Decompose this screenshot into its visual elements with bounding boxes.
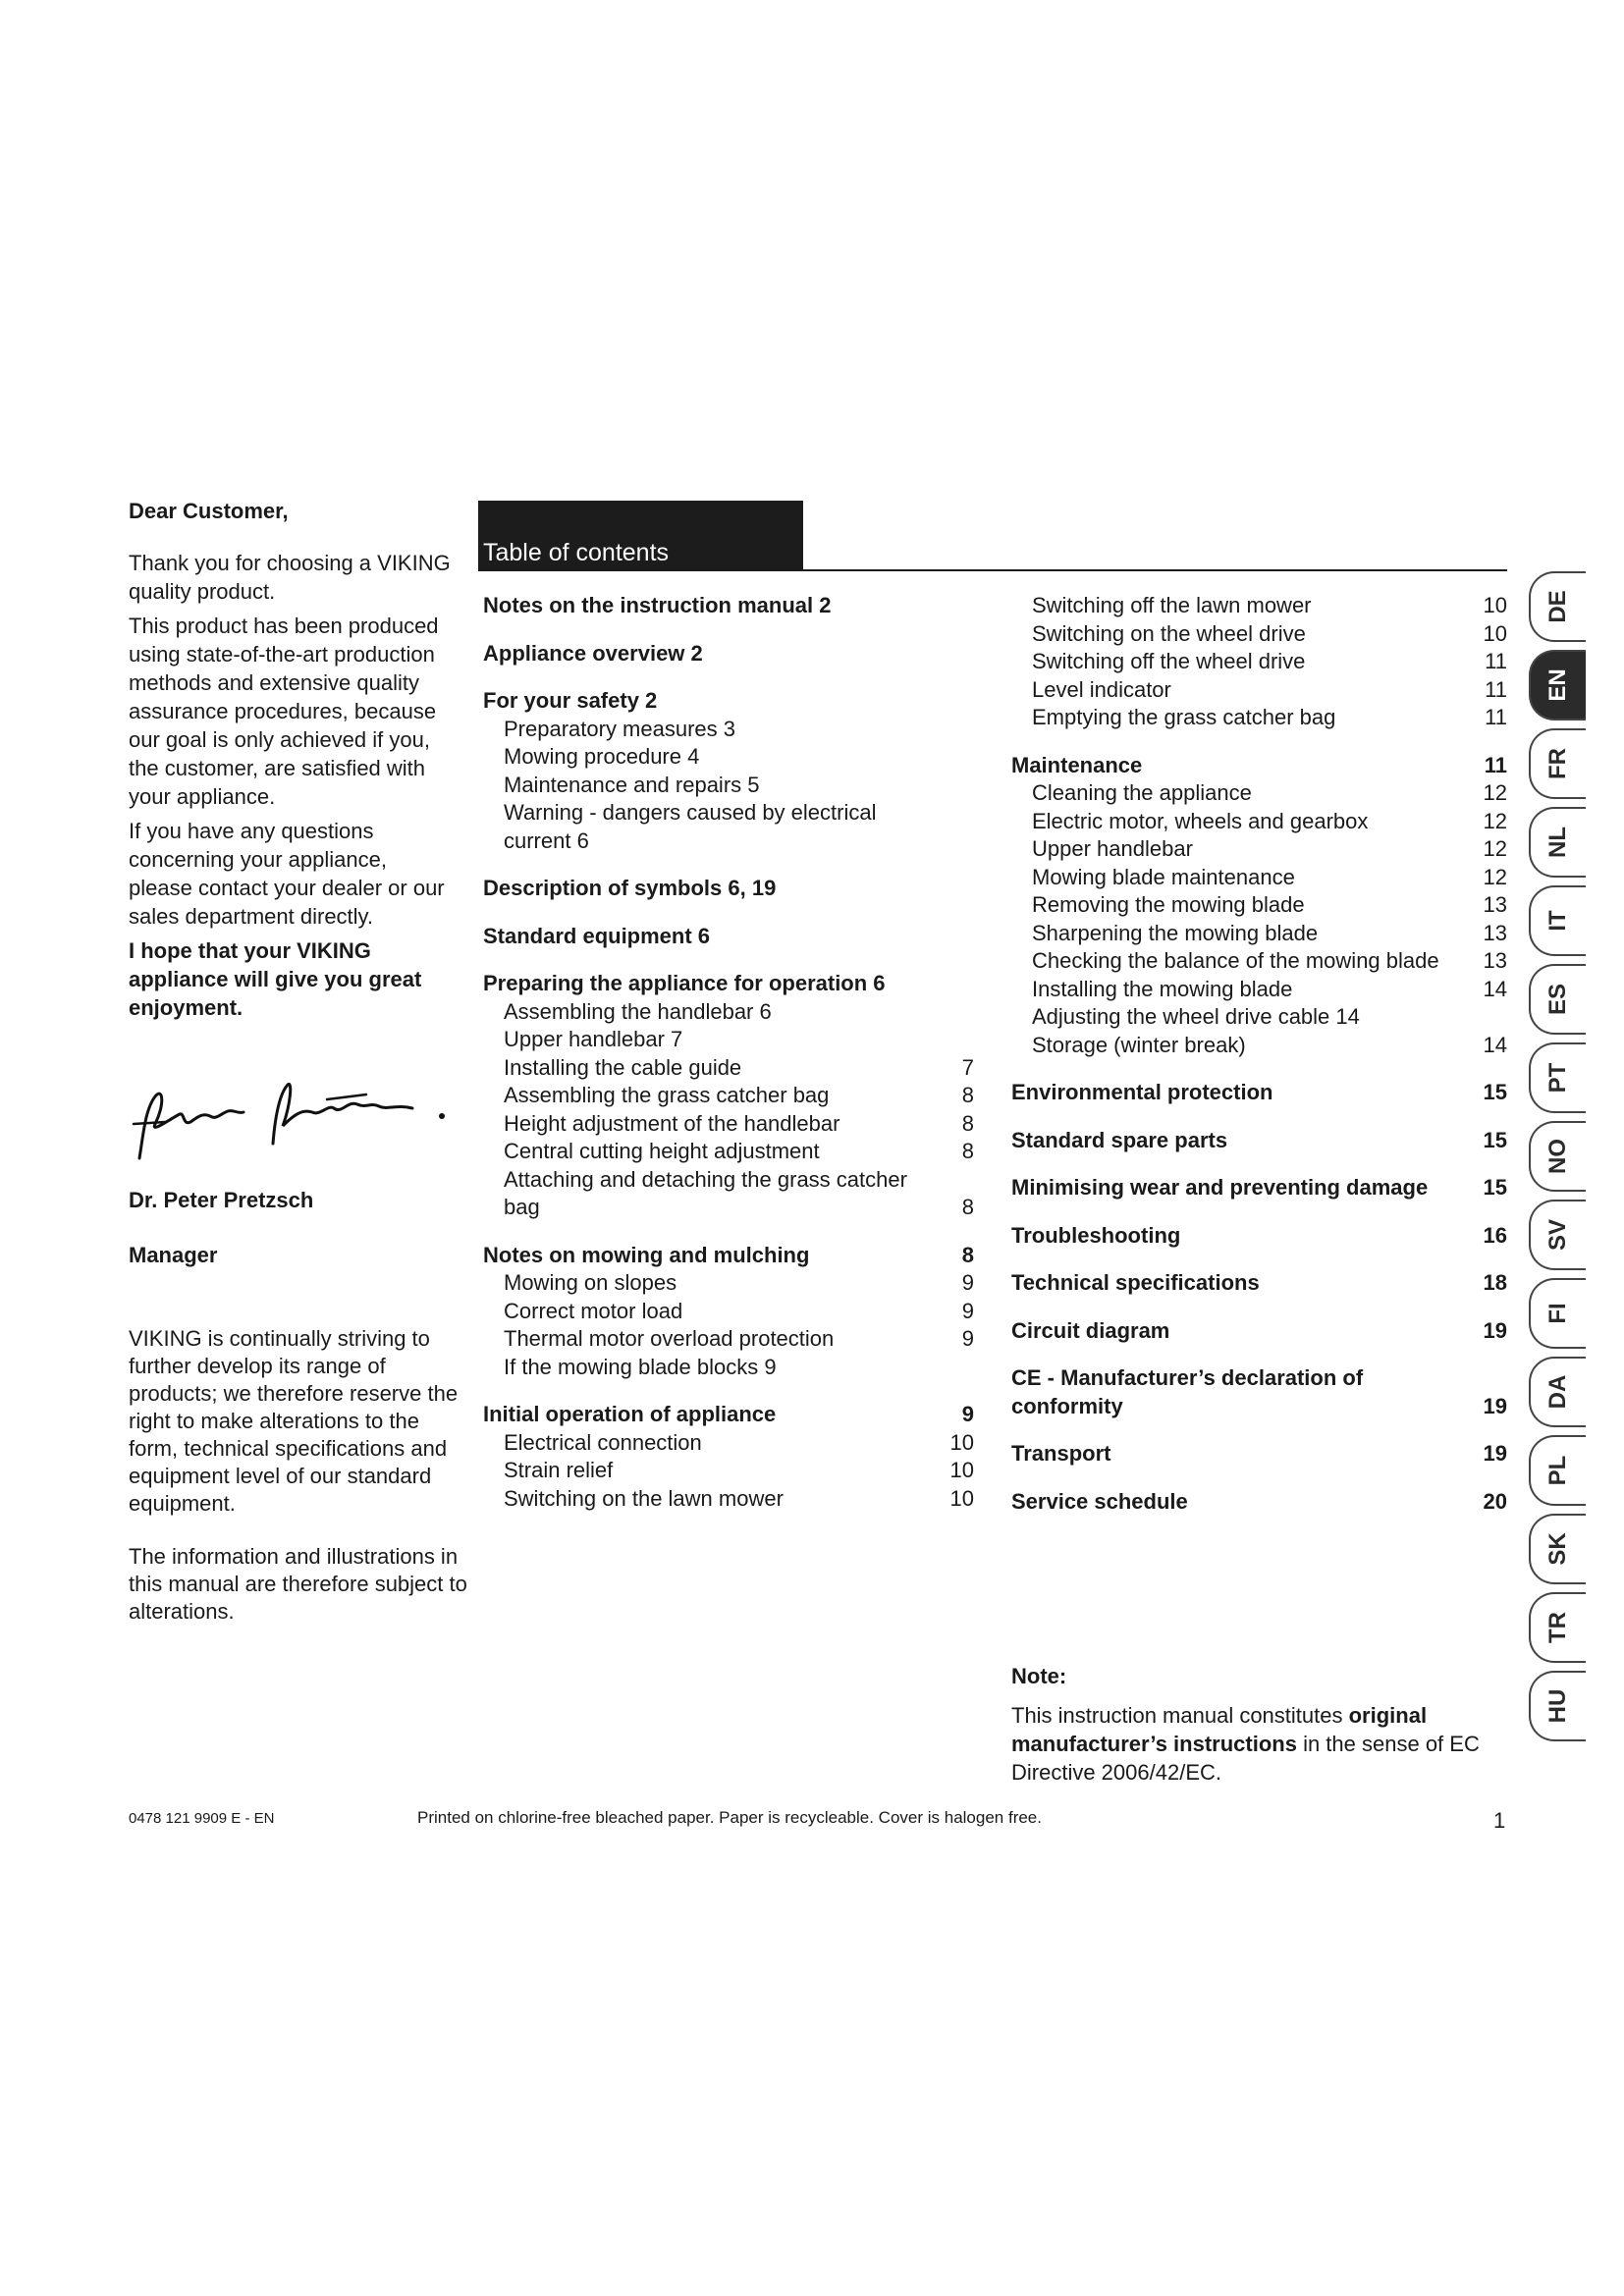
toc-section-entry [483,1401,974,1429]
toc-subentry [483,1485,974,1514]
toc-entry-page: 7 [961,1054,974,1080]
toc-entry-page: 11 [1485,705,1507,729]
toc-section-entry [1011,1317,1507,1346]
signer-name: Dr. Peter Pretzsch [129,1188,314,1212]
toc-entry-title: Electrical connection [504,1429,702,1455]
toc-subentry [483,743,974,772]
toc-entry-title: Appliance overview 2 [483,640,703,666]
language-tab-no[interactable] [1529,1121,1586,1192]
toc-section-entry [1011,1440,1507,1468]
toc-subentry [1011,891,1507,920]
toc-entry-page: 14 [1483,1032,1507,1057]
toc-entry-title: Initial operation of appliance [483,1402,777,1426]
toc-entry-title: Attaching and detaching the grass catcher bag [504,1166,907,1219]
toc-entry-title: Upper handlebar 7 [504,1027,683,1051]
print-notice: Printed on chlorine-free bleached paper. Paper is recycleable. Cover is halogen free. [417,1808,1042,1827]
toc-entry-page: 8 [961,1195,974,1219]
language-tab-label: DE [1544,590,1571,623]
toc-subentry [483,772,974,800]
language-tab-fr[interactable] [1529,728,1586,799]
toc-entry-title: Transport [1011,1441,1111,1466]
language-tab-label: EN [1544,668,1571,702]
toc-entry-page: 9 [961,1270,974,1295]
toc-entry-title: CE - Manufacturer’s declaration of conformity [1011,1365,1364,1418]
toc-entry-page: 19 [1483,1441,1507,1466]
language-tab-label: NL [1544,827,1571,858]
toc-section-entry [483,592,974,620]
disclaimer-paragraph: VIKING is continually striving to further develop its range of products; we therefore reserve the right to make alterations to the form, technical specifications and equipment level of our standard equipment. [129,1326,459,1516]
toc-subentry [1011,808,1507,836]
toc-entry-title: Assembling the grass catcher bag [504,1083,830,1107]
signer-title: Manager [129,1243,218,1267]
toc-subentry [1011,620,1507,649]
toc-entry-page: 9 [961,1298,974,1323]
toc-section-entry [1011,1269,1507,1298]
language-tab-label: SV [1544,1218,1571,1252]
toc-column-left [483,592,974,1513]
language-tab-pt[interactable] [1529,1042,1586,1113]
language-tab-sk[interactable] [1529,1514,1586,1584]
language-tab-label: TR [1544,1612,1571,1643]
toc-subentry [483,1457,974,1485]
toc-entry-page: 11 [1485,649,1507,673]
toc-entry-title: Standard equipment 6 [483,923,711,948]
toc-entry-title: If the mowing blade blocks 9 [504,1354,777,1379]
toc-entry-page: 19 [1483,1393,1507,1418]
toc-entry-page: 12 [1483,780,1507,805]
language-tab-de[interactable] [1529,571,1586,642]
toc-entry-title: Switching off the lawn mower [1032,593,1312,617]
language-tab-pl[interactable] [1529,1435,1586,1506]
toc-subentry [483,1298,974,1326]
toc-subentry [483,1138,974,1166]
language-tab-sv[interactable] [1529,1200,1586,1270]
toc-entry-title: Preparatory measures 3 [504,716,735,741]
toc-subentry [483,1082,974,1110]
toc-entry-title: Height adjustment of the handlebar [504,1110,840,1136]
toc-entry-page: 16 [1483,1222,1507,1248]
toc-entry-title: Switching on the wheel drive [1032,620,1306,646]
toc-entry-page: 12 [1483,864,1507,889]
language-tab-label: IT [1544,910,1571,932]
language-tab-tr[interactable] [1529,1592,1586,1663]
language-tab-label: SK [1544,1532,1571,1566]
toc-entry-page: 8 [961,1139,974,1163]
toc-entry-title: Strain relief [504,1458,614,1482]
toc-subentry [483,716,974,744]
toc-entry-title: Cleaning the appliance [1032,780,1252,805]
toc-entry-title: Service schedule [1011,1488,1188,1514]
toc-subentry [1011,920,1507,948]
toc-subentry [483,1054,974,1083]
toc-subentry [1011,676,1507,705]
toc-subentry [483,998,974,1027]
toc-subentry [1011,592,1507,620]
toc-section-entry [1011,1488,1507,1517]
toc-entry-page: 19 [1483,1317,1507,1343]
toc-entry-page: 20 [1483,1488,1507,1514]
letter-paragraph: If you have any questions concerning your appliance, please contact your dealer or our sales department directly. [129,819,445,929]
language-tab-nl[interactable] [1529,807,1586,878]
toc-entry-page: 8 [961,1083,974,1107]
toc-entry-page: 11 [1485,676,1507,702]
toc-subentry [1011,947,1507,976]
note-text: This instruction manual constitutes [1011,1703,1349,1728]
signature-image [126,1065,460,1173]
note-body [1011,1701,1502,1787]
toc-section-entry [483,875,974,903]
toc-subentry [1011,1003,1507,1032]
toc-subentry [1011,835,1507,864]
language-tab-da[interactable] [1529,1357,1586,1427]
toc-section-entry [483,970,974,998]
toc-entry-page: 10 [1483,620,1507,646]
language-tab-label: NO [1544,1139,1571,1174]
toc-entry-title: Installing the cable guide [504,1054,742,1080]
language-tab-es[interactable] [1529,964,1586,1035]
toc-section-entry [483,923,974,951]
toc-subentry [483,1354,974,1382]
toc-section-entry [1011,1079,1507,1107]
toc-entry-title: Level indicator [1032,676,1171,702]
toc-entry-page: 15 [1483,1175,1507,1200]
toc-entry-title: Warning - dangers caused by electrical current 6 [504,800,877,853]
toc-entry-page: 15 [1483,1080,1507,1104]
toc-divider [478,569,1507,571]
toc-entry-title: Description of symbols 6, 19 [483,876,777,900]
toc-entry-title: Correct motor load [504,1298,683,1323]
letter-paragraph: This product has been produced using state-of-the-art production methods and extensive quality assurance procedures, because our goal is only achieved if you, the customer, are satisfied with your appliance. [129,614,439,809]
disclaimer-paragraph: The information and illustrations in this manual are therefore subject to alterations. [129,1544,467,1624]
toc-entry-page: 8 [961,1242,974,1267]
toc-entry-page: 10 [949,1429,974,1455]
toc-subentry [1011,1032,1507,1060]
toc-section-entry [1011,752,1507,780]
language-tab-label: ES [1544,983,1571,1016]
toc-entry-title: Preparing the appliance for operation 6 [483,971,886,995]
toc-section-entry [1011,1222,1507,1251]
page-number: 1 [1493,1808,1506,1833]
toc-entry-page: 14 [1483,976,1507,1001]
language-tab-label: PT [1544,1062,1571,1094]
toc-entry-title: Technical specifications [1011,1270,1260,1295]
toc-section-entry [483,687,974,716]
toc-entry-title: Notes on mowing and mulching [483,1242,810,1267]
toc-title: Table of contents [483,539,670,566]
toc-entry-title: Troubleshooting [1011,1222,1181,1248]
language-tabs [1529,571,1590,1749]
toc-entry-page: 15 [1483,1127,1507,1152]
toc-subentry [1011,779,1507,808]
note-text: in the sense of EC Directive 2006/42/EC. [1011,1732,1480,1785]
toc-entry-page: 11 [1484,752,1507,777]
toc-entry-title: Switching on the lawn mower [504,1485,784,1511]
toc-entry-title: Adjusting the wheel drive cable 14 [1032,1004,1360,1029]
toc-subentry [483,1110,974,1139]
toc-entry-title: Installing the mowing blade [1032,976,1293,1001]
toc-entry-page: 18 [1483,1270,1507,1295]
toc-subentry [1011,976,1507,1004]
language-tab-it[interactable] [1529,885,1586,956]
toc-subentry [483,1166,974,1222]
toc-entry-title: Assembling the handlebar 6 [504,998,772,1024]
toc-entry-page: 9 [961,1326,974,1351]
toc-subentry [1011,704,1507,732]
toc-section-entry [1011,1364,1507,1420]
customer-letter [129,499,453,1028]
toc-entry-title: Minimising wear and preventing damage [1011,1175,1429,1200]
toc-entry-title: Emptying the grass catcher bag [1032,705,1336,729]
language-tab-en[interactable] [1529,650,1586,721]
letter-paragraph: Thank you for choosing a VIKING quality product. [129,551,451,604]
toc-entry-page: 12 [1483,808,1507,833]
toc-subentry [483,799,974,855]
toc-subentry [483,1269,974,1298]
disclaimer [129,1325,467,1651]
toc-entry-title: Upper handlebar [1032,836,1193,861]
toc-section-entry [1011,1127,1507,1155]
toc-entry-title: Thermal motor overload protection [504,1326,835,1351]
toc-entry-title: Checking the balance of the mowing blade [1032,948,1439,973]
document-code: 0478 121 9909 E - EN [129,1810,275,1827]
toc-entry-title: Removing the mowing blade [1032,892,1305,917]
note-heading: Note: [1011,1664,1067,1688]
toc-section-entry [1011,1174,1507,1202]
toc-entry-title: Sharpening the mowing blade [1032,920,1319,945]
toc-section-entry [483,1242,974,1270]
language-tab-label: DA [1544,1374,1571,1410]
toc-entry-title: Mowing blade maintenance [1032,864,1295,889]
toc-entry-title: Maintenance and repairs 5 [504,772,760,797]
letter-greeting: Dear Customer, [129,499,289,523]
toc-entry-title: Mowing procedure 4 [504,744,700,769]
toc-entry-title: Standard spare parts [1011,1127,1228,1152]
toc-entry-title: Central cutting height adjustment [504,1139,820,1163]
toc-subentry [483,1429,974,1458]
toc-subentry [483,1026,974,1054]
toc-entry-page: 13 [1483,892,1507,917]
letter-closing: I hope that your VIKING appliance will give you great enjoyment. [129,938,422,1020]
toc-subentry [1011,864,1507,892]
note-box [1011,1664,1502,1787]
toc-entry-page: 13 [1483,920,1507,945]
toc-entry-title: For your safety 2 [483,688,658,713]
language-tab-fi[interactable] [1529,1278,1586,1349]
toc-subentry [1011,648,1507,676]
toc-entry-page: 12 [1483,836,1507,861]
toc-column-right [1011,592,1507,1516]
language-tab-label: HU [1544,1688,1571,1724]
toc-subentry [483,1325,974,1354]
language-tab-label: PL [1544,1455,1571,1486]
toc-entry-title: Notes on the instruction manual 2 [483,593,832,617]
toc-entry-title: Switching off the wheel drive [1032,649,1306,673]
toc-entry-page: 9 [961,1402,974,1426]
language-tab-label: FI [1544,1303,1571,1324]
toc-entry-title: Electric motor, wheels and gearbox [1032,808,1369,833]
toc-entry-page: 10 [949,1458,974,1482]
toc-entry-page: 8 [961,1110,974,1136]
toc-entry-title: Storage (winter break) [1032,1032,1246,1057]
toc-entry-page: 10 [1483,593,1507,617]
toc-entry-page: 10 [949,1485,974,1511]
toc-entry-title: Mowing on slopes [504,1270,677,1295]
toc-entry-title: Maintenance [1011,752,1143,777]
toc-entry-title: Environmental protection [1011,1080,1273,1104]
toc-entry-page: 13 [1483,948,1507,973]
language-tab-label: FR [1544,748,1571,779]
toc-section-entry [483,640,974,668]
note-emphasis: original manufacturer’s instructions [1011,1703,1428,1756]
toc-entry-title: Circuit diagram [1011,1317,1170,1343]
language-tab-hu[interactable] [1529,1671,1586,1741]
